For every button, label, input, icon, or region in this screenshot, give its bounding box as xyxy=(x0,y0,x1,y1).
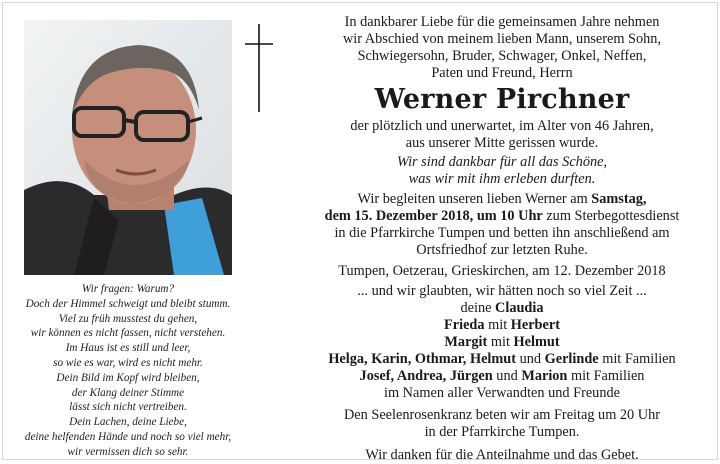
poem-line: wir können es nicht fassen, nicht verstehen. xyxy=(30,327,226,340)
mourner-name: Marion xyxy=(521,368,568,384)
mourner-name: Helga, Karin, Othmar, Helmut xyxy=(328,351,517,367)
mourner-line xyxy=(286,317,718,334)
mourner-name: Gerlinde xyxy=(544,351,599,367)
mourner-name: Frieda xyxy=(444,317,485,333)
mourner-line xyxy=(286,351,718,368)
mourner-text: mit xyxy=(484,317,511,333)
mourner-text: mit Familien xyxy=(598,351,676,367)
mourner-line: im Namen aller Verwandten und Freunde xyxy=(384,385,620,401)
intro-line: wir Abschied von meinem lieben Mann, unserem Sohn, xyxy=(342,31,662,47)
memorial-poem xyxy=(4,282,252,460)
notice-text xyxy=(286,14,718,464)
mourner-text: und xyxy=(516,351,545,367)
mourner-name: Josef, Andrea, Jürgen xyxy=(359,368,493,384)
portrait-photo xyxy=(24,20,232,275)
rosary-line: in der Pfarrkirche Tumpen. xyxy=(424,424,580,440)
mourner-line xyxy=(286,300,718,317)
intro-line: Paten und Freund, Herrn xyxy=(431,65,573,81)
thanks-quote-line: Wir sind dankbar für all das Schöne, xyxy=(396,154,608,170)
mourner-text: und xyxy=(492,368,522,384)
poem-line: wir vermissen dich so sehr. xyxy=(67,445,189,458)
poem-line: Wir fragen: Warum? xyxy=(81,283,175,295)
mourner-name: Margit xyxy=(444,334,488,350)
mourner-name: Helmut xyxy=(513,334,560,350)
intro-line: In dankbarer Liebe für die gemeinsamen Jahre nehmen xyxy=(344,14,660,30)
poem-line: lässt sich nicht vertreiben. xyxy=(69,401,187,414)
funeral-line-3: in die Pfarrkirche Tumpen und betten ihn anschließend am xyxy=(334,225,670,241)
poem-line: Doch der Himmel schweigt und bleibt stumm. xyxy=(25,297,231,310)
mourner-line xyxy=(286,334,718,351)
mourner-name: Herbert xyxy=(510,317,560,333)
mourners xyxy=(286,300,718,402)
funeral-line-4: Ortsfriedhof zur letzten Ruhe. xyxy=(416,242,588,258)
funeral-line-1 xyxy=(286,191,718,208)
poem-line: Im Haus ist es still und leer, xyxy=(65,342,191,355)
mourner-name: Claudia xyxy=(495,300,544,316)
poem-line: Dein Bild im Kopf wird bleiben, xyxy=(56,371,200,384)
mourner-line xyxy=(286,368,718,385)
poem-line: der Klang deiner Stimme xyxy=(71,386,185,399)
closing-line: Wir danken für die Anteilnahme und das Gebet. xyxy=(365,447,639,463)
poem-line: so wie es war, wird es nicht mehr. xyxy=(53,356,203,369)
cross-icon xyxy=(244,22,274,118)
funeral-date: dem 15. Dezember 2018, um 10 Uhr xyxy=(324,208,543,224)
thanks-quote-line: was wir mit ihm erleben durften. xyxy=(408,171,596,187)
ellipsis-line: ... und wir glaubten, wir hätten noch so viel Zeit ... xyxy=(357,283,647,299)
poem-line: deine helfenden Hände und noch so viel mehr, xyxy=(24,430,232,443)
death-line: aus unserer Mitte gerissen wurde. xyxy=(405,135,599,151)
intro-line: Schwiegersohn, Bruder, Schwager, Onkel, Neffen, xyxy=(357,48,647,64)
funeral-text: zum Sterbegottesdienst xyxy=(542,208,680,224)
death-line: der plötzlich und unerwartet, im Alter von 46 Jahren, xyxy=(350,118,654,134)
rosary-line: Den Seelenrosenkranz beten wir am Freitag um 20 Uhr xyxy=(343,407,661,423)
place-date: Tumpen, Oetzerau, Grieskirchen, am 12. Dezember 2018 xyxy=(338,263,666,279)
poem-line: Dein Lachen, deine Liebe, xyxy=(69,416,187,429)
mourner-text: deine xyxy=(460,300,496,316)
deceased-name: Werner Pirchner xyxy=(374,84,630,115)
funeral-line-2 xyxy=(286,208,718,225)
poem-line: Viel zu früh musstest du gehen, xyxy=(58,312,198,325)
mourner-text: mit xyxy=(487,334,514,350)
funeral-day: Samstag, xyxy=(591,191,647,207)
funeral-text: Wir begleiten unseren lieben Werner am xyxy=(357,191,592,207)
mourner-text: mit Familien xyxy=(567,368,645,384)
